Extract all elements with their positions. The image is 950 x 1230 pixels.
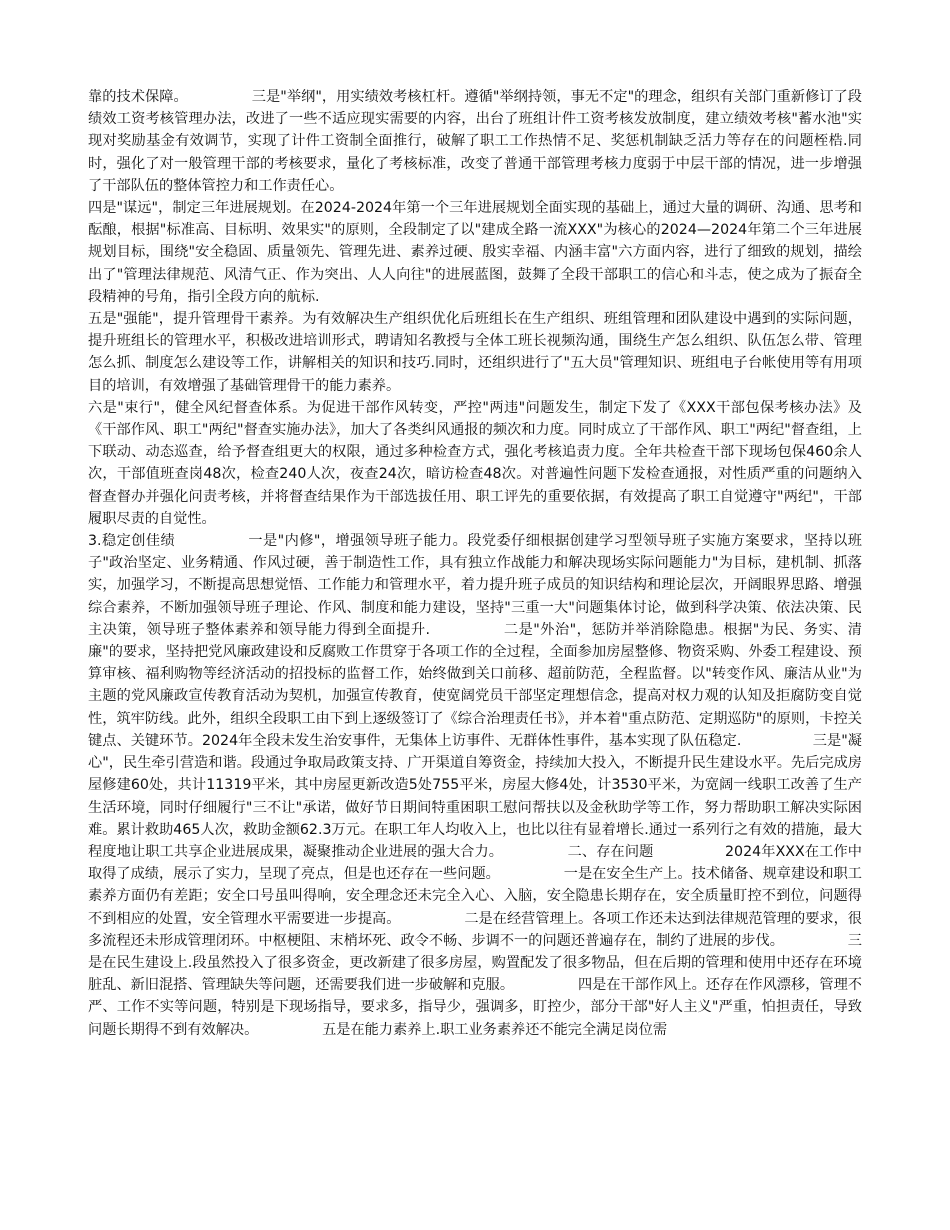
document-body	[88, 86, 862, 1041]
paragraph-performance-assessment: 靠的技术保障。 三是"举纲"，用实绩效考核杠杆。遵循"举纲持领，事无不定"的理念，组织有关部门重新修订了段绩效工资考核管理办法，改进了一些不适应现实需要的内容，出台了班组计件工资考核发放制度，建立绩效考核"蓄水池"实现对奖励基金有效调节，实现了计件工资制全面推行，破解了职工工作热情不足、奖惩机制缺乏活力等存在的问题桎梏.同时，强化了对一般管理干部的考核要求，量化了考核标准，改变了普通干部管理考核力度弱于中层干部的情况，进一步增强了干部队伍的整体管控力和工作责任心。	[88, 89, 862, 194]
paragraph-stability-and-problems: 3.稳定创佳绩 一是"内修"，增强领导班子能力。段党委仔细根据创建学习型领导班子实施方案要求，坚持以班子"政治坚定、业务精通、作风过硬，善于制造性工作，具有独立作战能力和解决现场实际问题能力"为目标，建机制、抓落实，加强学习，不断提高思想觉悟、工作能力和管理水平，着力提升班子成员的知识结构和理论层次，开阔眼界思路、增强综合素养，不断加强领导班子理论、作风、制度和能力建设，坚持"三重一大"问题集体讨论，做到科学决策、依法决策、民主决策，领导班子整体素养和领导能力得到全面提升. 二是"外治"，惩防并举消除隐患。根据"为民、务实、清廉"的要求，坚持把党风廉政建设和反腐败工作贯穿于各项工作的全过程，全面参加房屋整修、物资采购、外委工程建设、预算审核、福利购物等经济活动的招投标的监督工作，始终做到关口前移、超前防范，全程监督。以"转变作风、廉洁从业"为主题的党风廉政宣传教育活动为契机，加强宣传教育，使宽阔党员干部坚定理想信念，提高对权力观的认知及拒腐防变自觉性，筑牢防线。此外，组织全段职工由下到上逐级签订了《综合治理责任书》，并本着"重点防范、定期巡防"的原则，卡控关键点、关键环节。2024年全段未发生治安事件，无集体上访事件、无群体性事件，基本实现了队伍稳定. 三是"凝心"，民生牵引营造和谐。段通过争取局政策支持、广开渠道自筹资金，持续加大投入，不断提升民生建设水平。先后完成房屋修建60处，共计11319平米，其中房屋更新改造5处755平米，房屋大修4处，计3530平米，为宽阔一线职工改善了生产生活环境，同时仔细履行"三不让"承诺，做好节日期间特重困职工慰问帮扶以及金秋助学等工作，努力帮助职工解决实际困难。累计救助465人次，救助金额62.3万元。在职工年人均收入上，也比以往有显着增长.通过一系列行之有效的措施，最大程度地让职工共享企业进展成果，凝聚推动企业进展的强大合力。 二、存在问题 2024年XXX在工作中取得了成绩，展示了实力，呈现了亮点，但是也还存在一些问题。 一是在安全生产上。技术储备、规章建设和职工素养方面仍有差距；安全口号虽叫得响，安全理念还未完全入心、入脑，安全隐患长期存在，安全质量盯控不到位，问题得不到相应的处置，安全管理水平需要进一步提高。 二是在经营管理上。各项工作还未达到法律规范管理的要求，很多流程还未形成管理闭环。中枢梗阻、末梢坏死、政令不畅、步调不一的问题还普遍存在，制约了进展的步伐。 三是在民生建设上.段虽然投入了很多资金，更改新建了很多房屋，购置配发了很多物品，但在后期的管理和使用中还存在环境脏乱、新旧混搭、管理缺失等问题，还需要我们进一步破解和克服。 四是在干部作风上。还存在作风漂移，管理不严、工作不实等问题，特别是下现场指导，要求多，指导少，强调多，盯控少，部分干部"好人主义"严重，怕担责任，导致问题长期得不到有效解决。 五是在能力素养上.职工业务素养还不能完全满足岗位需	[88, 533, 862, 1038]
paragraph-management-skills: 五是"强能"，提升管理骨干素养。为有效解决生产组织优化后班组长在生产组织、班组管理和团队建设中遇到的实际问题，提升班组长的管理水平，积极改进培训形式，聘请知名教授与全体工班长视频沟通，围绕生产怎么组织、队伍怎么带、管理怎么抓、制度怎么建设等工作，讲解相关的知识和技巧.同时，还组织进行了"五大员"管理知识、班组电子台帐使用等有用项目的培训，有效增强了基础管理骨干的能力素养。	[88, 311, 862, 394]
paragraph-three-year-plan: 四是"谋远"，制定三年进展规划。在2024-2024年第一个三年进展规划全面实现的基础上，通过大量的调研、沟通、思考和酝酿，根据"标准高、目标明、效果实"的原则，全段制定了以"建成全路一流XXX"为核心的2024—2024年第二个三年进展规划目标，围绕"安全稳固、质量领先、管理先进、素养过硬、殷实幸福、内涵丰富"六方面内容，进行了细致的规划，描绘出了"管理法律规范、风清气正、作为突出、人人向往"的进展蓝图，鼓舞了全段干部职工的信心和斗志，使之成为了振奋全段精神的号角，指引全段方向的航标.	[88, 200, 862, 305]
paragraph-discipline-supervision: 六是"束行"，健全风纪督查体系。为促进干部作风转变，严控"两违"问题发生，制定下发了《XXX干部包保考核办法》及《干部作风、职工"两纪"督查实施办法》，加大了各类纠风通报的频次和力度。同时成立了干部作风、职工"两纪"督查组，上下联动、动态巡查，给予督查组更大的权限，通过多种检查方式，强化考核追责力度。全年共检查干部下现场包保460余人次，干部值班查岗48次，检查240人次，夜查24次，暗访检查48次。对普遍性问题下发检查通报，对性质严重的问题纳入督查督办并强化问责考核，并将督查结果作为干部选拔任用、职工评先的重要依据，有效提高了职工自觉遵守"两纪"，干部履职尽责的自觉性。	[88, 399, 862, 527]
